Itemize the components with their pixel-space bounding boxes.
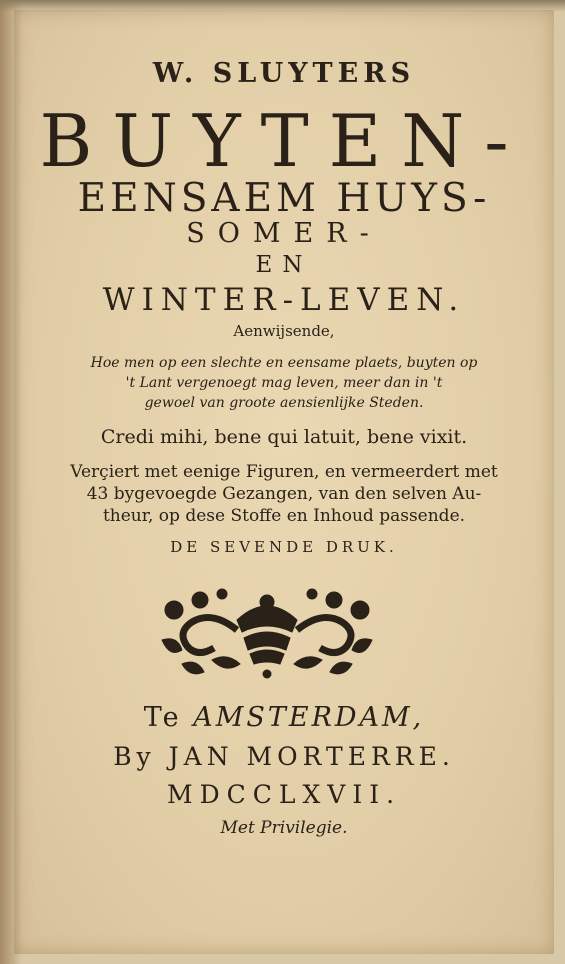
title-line-2: EENSAEM HUYS-: [77, 176, 491, 221]
imprint-publisher: [14, 742, 554, 771]
edition-line: DE SEVENDE DRUK.: [170, 538, 398, 556]
title-line-5: WINTER-LEVEN.: [102, 282, 466, 318]
description-line-3: gewoel van groote aensienlijke Steden.: [144, 395, 424, 411]
title-line-3: SOMER-: [186, 218, 382, 249]
imprint-place: [14, 702, 554, 733]
publisher-prefix: By: [113, 742, 156, 771]
latin-motto: Credi mihi, bene qui latuit, bene vixit.: [100, 426, 468, 448]
publisher-name: JAN MORTERRE.: [168, 742, 455, 771]
description-line-2: 't Lant vergenoegt mag leven, meer dan in 't: [125, 375, 443, 391]
title-line-4: EN: [255, 252, 313, 278]
floral-vignette-icon: [152, 580, 382, 680]
imprint-year: MDCCLXVII.: [166, 780, 402, 809]
privilege-line: Met Privilegie.: [220, 818, 348, 838]
place-city: AMSTERDAM,: [193, 702, 425, 733]
note-line-1: Verçiert met eenige Figuren, en vermeerdert met: [70, 462, 498, 482]
top-edge-shadow: [0, 0, 565, 12]
note-line-2: 43 bygevoegde Gezangen, van den selven Au-: [86, 484, 482, 504]
intro-word: Aenwijsende,: [233, 322, 335, 340]
place-prefix: Te: [143, 702, 182, 733]
note-line-3: theur, op dese Stoffe en Inhoud passende.: [102, 506, 466, 526]
title-line-1: BUYTEN-: [39, 99, 529, 183]
author-name: W. SLUYTERS: [152, 58, 416, 89]
description-line-1: Hoe men op een slechte en eensame plaets, buyten op: [90, 355, 478, 371]
